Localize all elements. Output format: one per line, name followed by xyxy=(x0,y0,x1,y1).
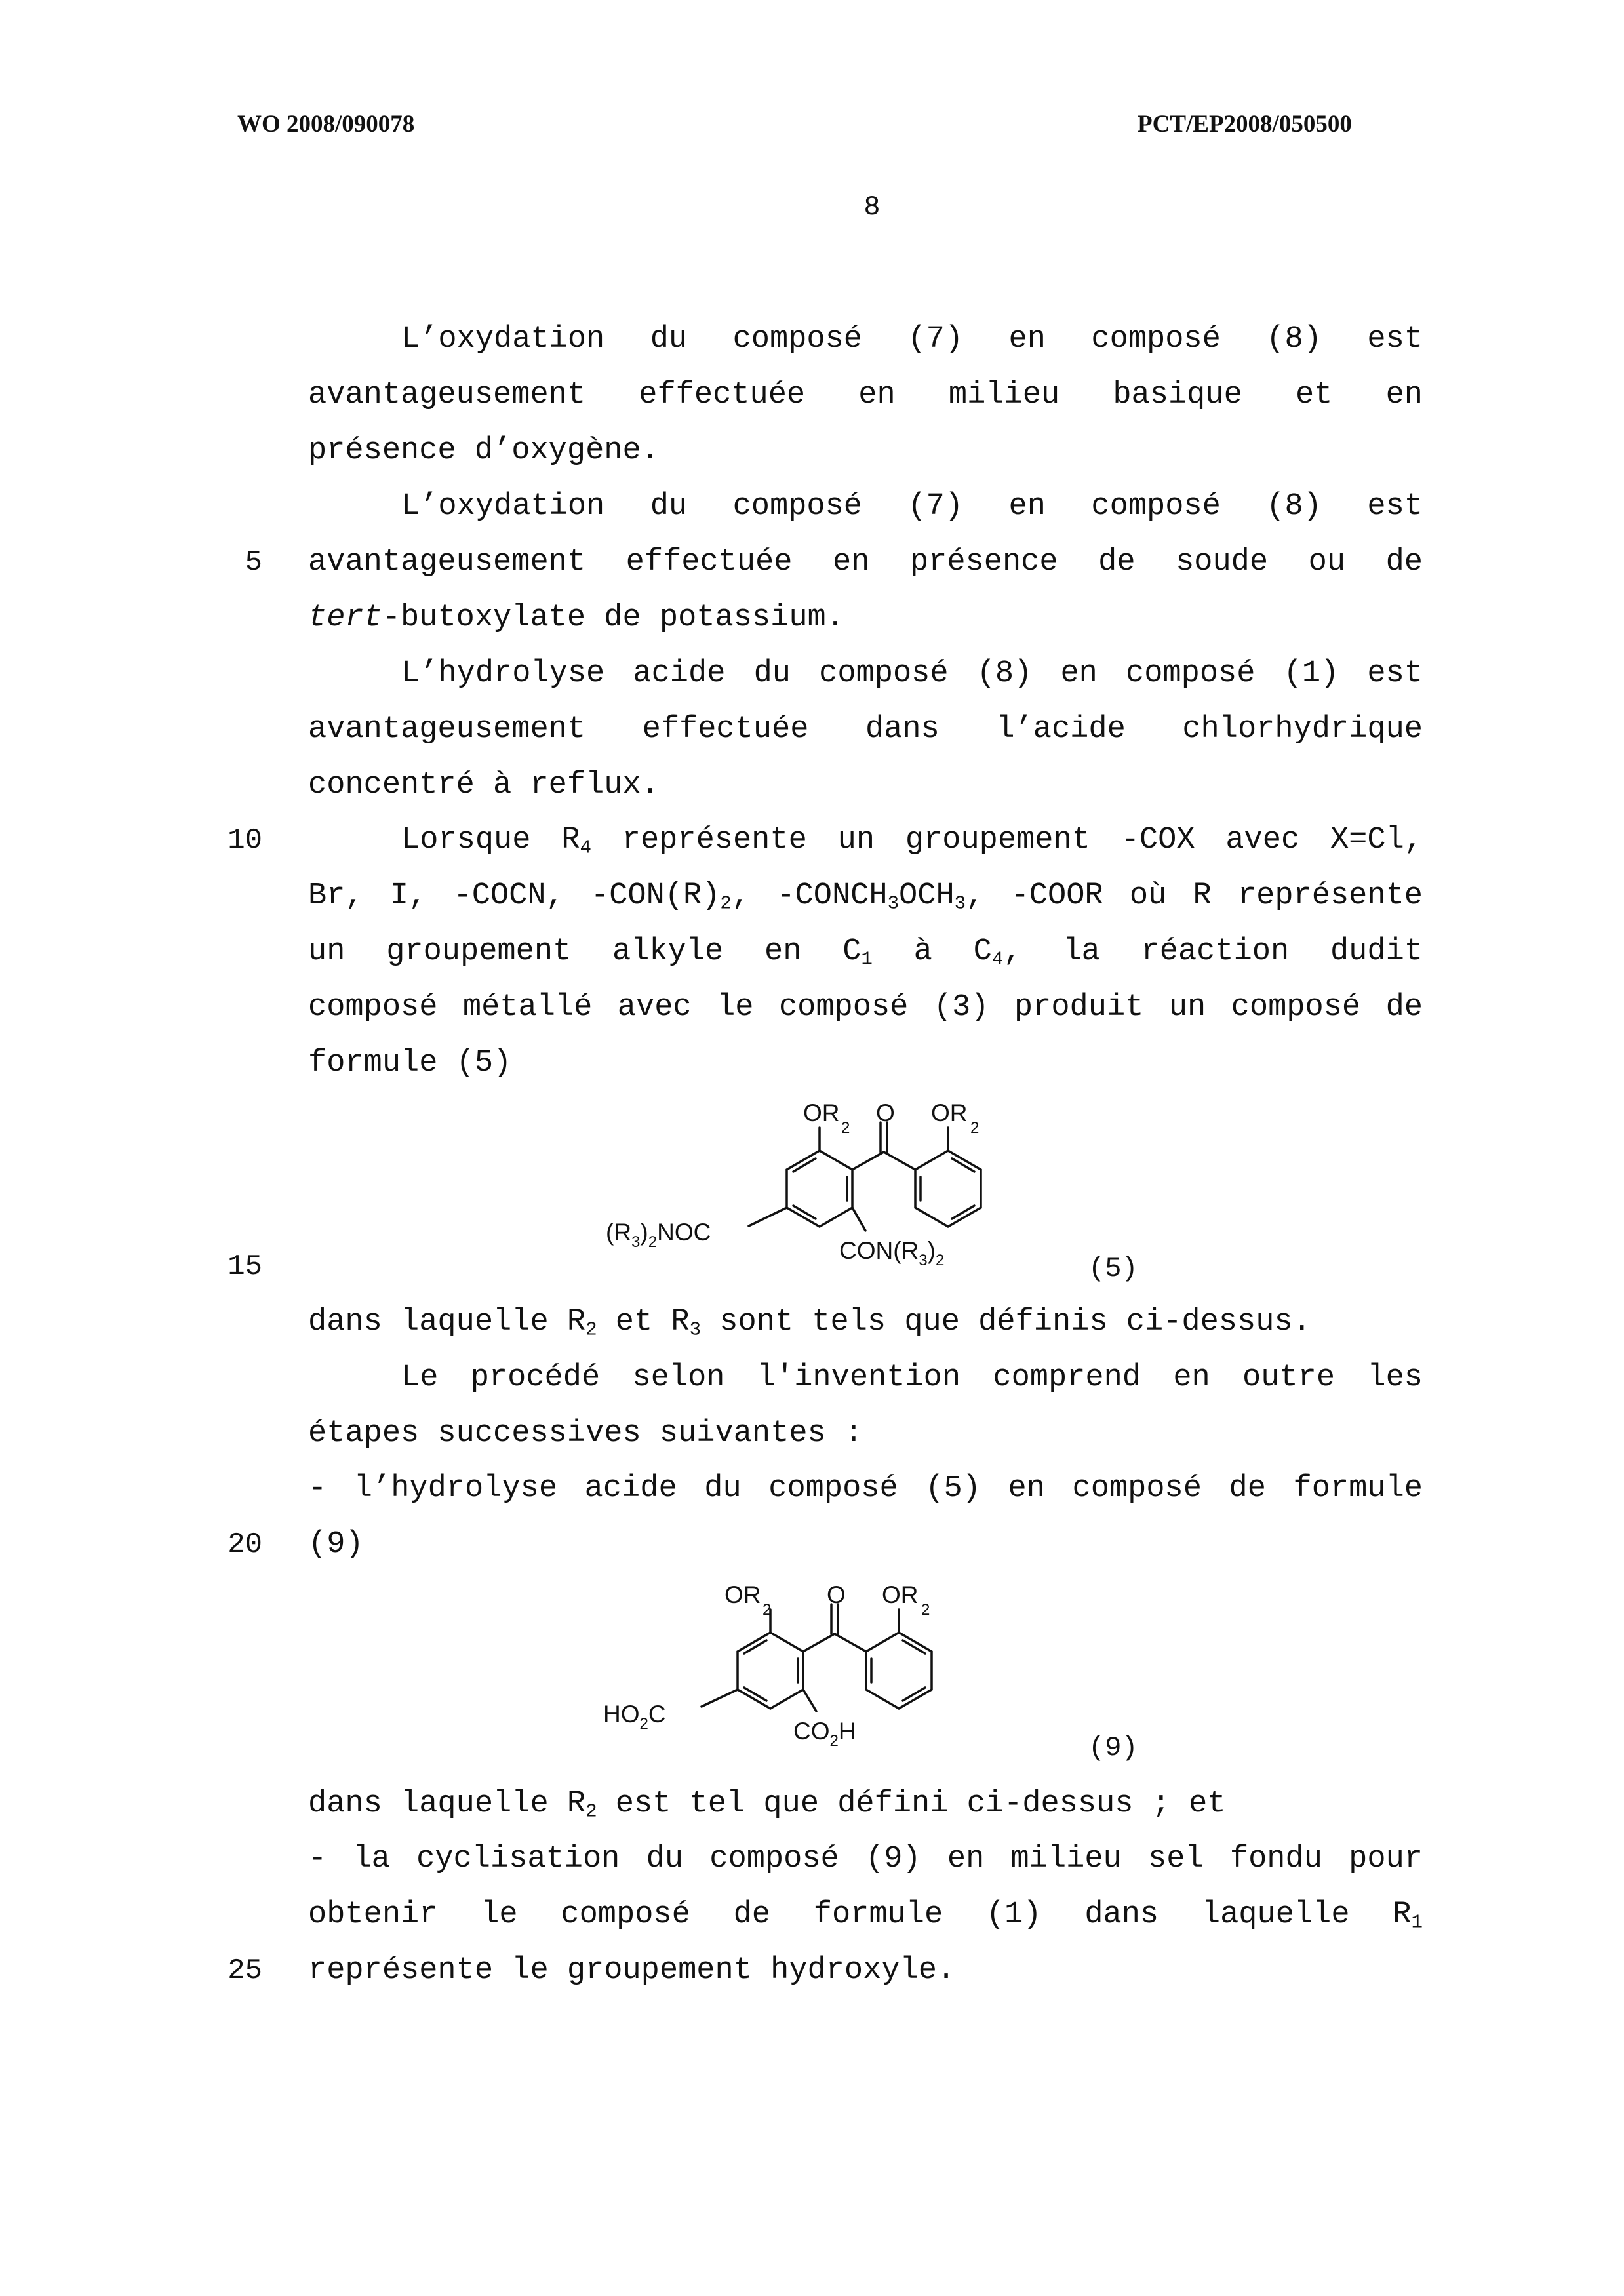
paragraph-line: formule (5) xyxy=(308,1046,512,1080)
amide-group-right: $CON(R_3)_2$ xyxy=(839,1237,945,1269)
paragraph-line: (9) xyxy=(308,1527,364,1562)
line-number-15: 15 xyxy=(228,1250,262,1283)
paragraph-line: L’hydrolyse acide du composé (8) en composé (1) est xyxy=(401,656,1423,691)
page-number: 8 xyxy=(863,191,881,223)
paragraph-line: tert-butoxylate de potassium. xyxy=(308,601,844,635)
paragraph-line: présence d’oxygène. xyxy=(308,433,660,468)
or2-right: OR xyxy=(931,1099,968,1126)
carbonyl-oxygen: O xyxy=(876,1099,895,1126)
line-number-5: 5 xyxy=(245,546,262,579)
or2-left: OR xyxy=(724,1581,761,1608)
or2-left: OR xyxy=(803,1099,840,1126)
paragraph-line: représente le groupement hydroxyle. xyxy=(308,1953,956,1988)
paragraph-line: concentré à reflux. xyxy=(308,768,660,802)
carbonyl-oxygen: O xyxy=(827,1581,846,1608)
line-number-25: 25 xyxy=(228,1954,262,1987)
formula-label-9: (9) xyxy=(1088,1732,1138,1764)
line-number-10: 10 xyxy=(228,824,262,857)
paragraph-line: obtenir le composé de formule (1) dans laquelle $R_1$ xyxy=(308,1897,1423,1933)
svg-text:2: 2 xyxy=(970,1119,980,1137)
paragraph-line: - l’hydrolyse acide du composé (5) en composé de formule xyxy=(308,1471,1423,1506)
carboxyl-group-left: $HO_2C$ xyxy=(603,1701,666,1733)
italic-term: tert xyxy=(308,601,382,635)
paragraph-line: étapes successives suivantes : xyxy=(308,1416,863,1451)
paragraph-line: avantageusement effectuée en milieu basique et en xyxy=(308,378,1423,412)
application-id: PCT/EP2008/050500 xyxy=(1138,111,1352,138)
paragraph-line: avantageusement effectuée en présence de soude ou de xyxy=(308,545,1423,580)
paragraph-line: Br, I, -COCN, $-CON(R)_2$, $-CONCH_3OCH_3$, -COOR où R représente xyxy=(308,879,1423,915)
paragraph-line: Le procédé selon l'invention comprend en outre les xyxy=(401,1360,1423,1395)
paragraph-line: L’oxydation du composé (7) en composé (8) est xyxy=(401,489,1423,524)
paragraph-line: dans laquelle $R_2$ et $R_3$ sont tels que définis ci-dessus. xyxy=(308,1305,1311,1341)
paragraph-line: composé métallé avec le composé (3) produit un composé de xyxy=(308,990,1423,1025)
amide-group-left: $(R_3)_2NOC$ xyxy=(606,1219,711,1251)
formula-label-5: (5) xyxy=(1088,1253,1138,1284)
svg-text:2: 2 xyxy=(762,1601,772,1619)
svg-text:2: 2 xyxy=(841,1119,850,1137)
chemical-structure-9 xyxy=(577,1577,1036,1754)
paragraph-line: avantageusement effectuée dans l’acide chlorhydrique xyxy=(308,712,1423,747)
svg-text:2: 2 xyxy=(921,1601,930,1619)
paragraph-line: - la cyclisation du composé (9) en milieu sel fondu pour xyxy=(308,1842,1423,1876)
paragraph-line: un groupement alkyle en $C_1$ à $C_4$, la réaction dudit xyxy=(308,934,1423,970)
paragraph-line: L’oxydation du composé (7) en composé (8) est xyxy=(401,322,1423,357)
carboxyl-group-right: $CO_2H$ xyxy=(793,1718,856,1750)
paragraph-line: dans laquelle $R_2$ est tel que défini ci-dessus ; et xyxy=(308,1787,1226,1823)
document-id: WO 2008/090078 xyxy=(237,111,415,138)
chemical-structure-5 xyxy=(577,1095,1036,1272)
paragraph-line: Lorsque $R_4$ représente un groupement -COX avec X=Cl, xyxy=(401,823,1423,859)
or2-right: OR xyxy=(882,1581,919,1608)
line-number-20: 20 xyxy=(228,1528,262,1561)
